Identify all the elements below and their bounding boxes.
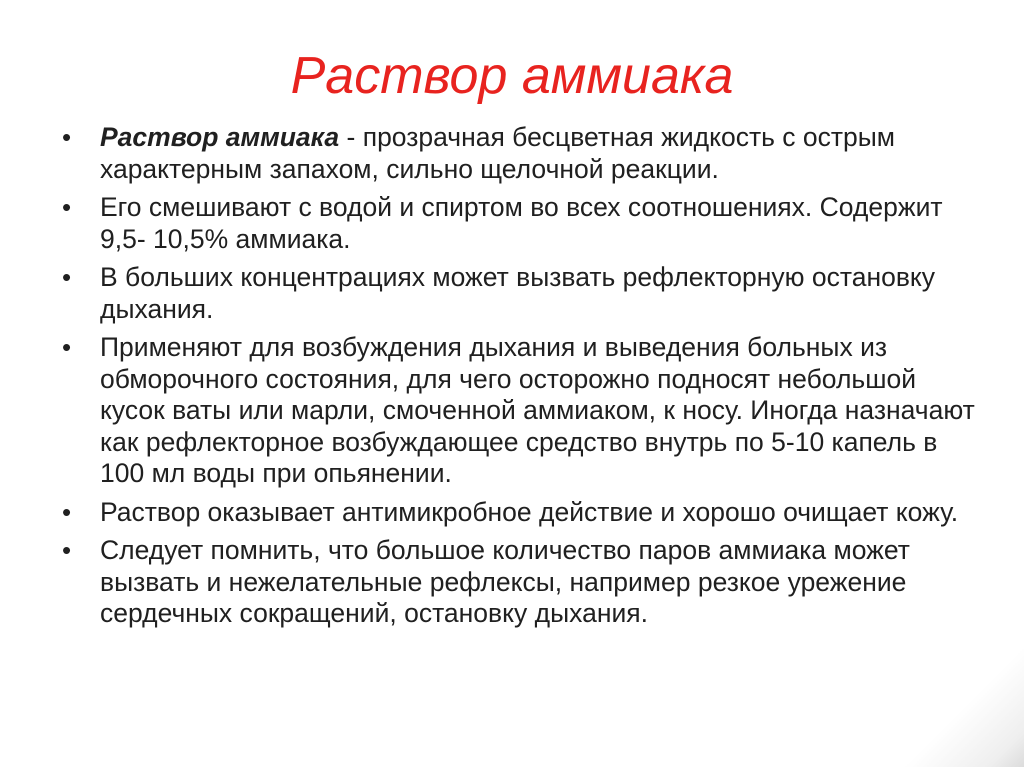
bullet-point-icon: • [62,332,72,362]
bullet-item [62,535,982,630]
bullet-item [62,332,982,490]
bullet-term: Раствор аммиака [100,122,340,152]
bullet-text: В больших концентрациях может вызвать рефлекторную остановку дыхания. [100,262,936,324]
bullet-item [62,192,982,255]
bullet-point-icon: • [62,122,72,152]
slide-title: Раствор аммиака [290,47,734,105]
bullet-point-icon: • [62,262,72,292]
bullet-list [62,122,982,637]
bullet-item [62,262,982,325]
bullet-text: Раствор оказывает антимикробное действие и хорошо очищает кожу. [100,496,959,527]
bullet-text: - прозрачная бесцветная жидкость с острым характерным запахом, сильно щелочной реакции. [100,122,896,184]
page-corner-shadow [904,647,1024,767]
bullet-item [62,497,982,529]
bullet-text: Следует помнить, что большое количество паров аммиака может вызвать и нежелательные рефлексы, например резкое урежение сердечных сокращений, остановку дыхания. [100,535,910,628]
bullet-text: Применяют для возбуждения дыхания и выведения больных из обморочного состояния, для чего осторожно подносят небольшой кусок ваты или марли, смоченной аммиаком, к носу. Иногда назначают как рефлекторное возбуждающее средство внутрь по 5-10 капель в 100 мл воды при опьянении. [100,332,975,488]
bullet-point-icon: • [62,192,72,222]
bullet-text: Его смешивают с водой и спиртом во всех соотношениях. Содержит 9,5- 10,5% аммиака. [100,192,943,254]
bullet-point-icon: • [62,496,72,527]
bullet-point-icon: • [62,535,72,565]
bullet-item [62,122,982,185]
